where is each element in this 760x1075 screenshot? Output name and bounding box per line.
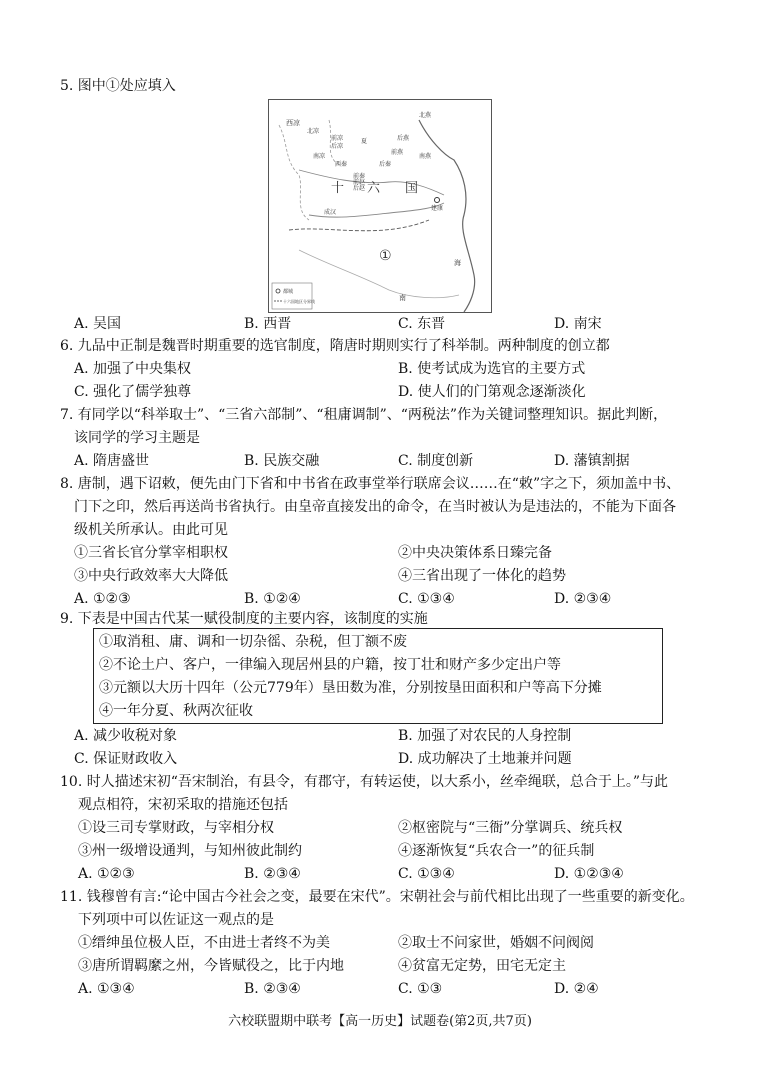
q8-stem-line1: 8. 唐制，遇下诏敕，便先由门下省和中书省在政事堂举行联席会议……在“敕”字之下，须加盖中书、 bbox=[60, 476, 681, 492]
q9-option-c[interactable]: C. 保证财政收入 bbox=[74, 751, 178, 767]
history-map bbox=[268, 99, 492, 313]
q10-item-4: ④逐渐恢复“兵农合一”的征兵制 bbox=[398, 843, 595, 859]
q11-stem-line1: 11. 钱穆曾有言:“论中国古今社会之变，最要在宋代”。宋朝社会与前代相比出现了一些重要的新变化。 bbox=[60, 889, 694, 905]
q8-option-b[interactable]: B. ①②④ bbox=[244, 591, 301, 607]
q9-table-row-3: ③元额以大历十四年（公元779年）垦田数为准，分别按垦田面积和户等高下分摊 bbox=[99, 680, 602, 696]
map-label: 北凉 bbox=[307, 128, 320, 135]
q9-table-row-1: ①取消租、庸、调和一切杂徭、杂税，但丁额不废 bbox=[99, 634, 407, 650]
north-south-boundary bbox=[289, 220, 429, 231]
q6-option-b[interactable]: B. 使考试成为选官的主要方式 bbox=[398, 361, 586, 377]
q11-item-4: ④贫富无定势，田宅无定主 bbox=[398, 958, 566, 974]
map-label: 前秦 bbox=[353, 173, 366, 180]
q11-item-1: ①缙绅虽位极人臣，不由进士者终不为美 bbox=[78, 935, 330, 951]
coastline bbox=[419, 120, 475, 312]
q8-option-d[interactable]: D. ②③④ bbox=[554, 591, 612, 607]
map-label: 前燕 bbox=[391, 149, 404, 156]
q7-stem-line1: 7. 有同学以“科举取士”、“三省六部制”、“租庸调制”、“两税法”作为关键词整理知识。据此判断， bbox=[60, 407, 668, 423]
q5-option-c[interactable]: C. 东晋 bbox=[398, 316, 446, 332]
q11-stem-line2: 下列项中可以佐证这一观点的是 bbox=[78, 912, 274, 928]
q8-stem-line3: 级机关所承认。由此可见 bbox=[74, 522, 228, 538]
q7-stem-line2: 该同学的学习主题是 bbox=[74, 430, 200, 446]
q11-item-2: ②取士不问家世，婚姻不问阀阅 bbox=[398, 935, 594, 951]
q11-option-c[interactable]: C. ①③ bbox=[398, 981, 443, 997]
q11-option-a[interactable]: A. ①③④ bbox=[78, 981, 135, 997]
q11-option-b[interactable]: B. ②③④ bbox=[244, 981, 301, 997]
q7-option-d[interactable]: D. 藩镇割据 bbox=[554, 453, 630, 469]
page-footer: 六校联盟期中联考【高一历史】试题卷(第2页,共7页) bbox=[228, 1014, 532, 1029]
map-title-char: 六 bbox=[367, 181, 381, 196]
q10-option-a[interactable]: A. ①②③ bbox=[78, 866, 135, 882]
q6-option-d[interactable]: D. 使人们的门第观念逐渐淡化 bbox=[398, 384, 586, 400]
map-svg bbox=[269, 100, 491, 312]
q6-option-c[interactable]: C. 强化了儒学独尊 bbox=[74, 384, 192, 400]
q10-item-2: ②枢密院与“三衙”分掌调兵、统兵权 bbox=[398, 820, 623, 836]
q10-option-b[interactable]: B. ②③④ bbox=[244, 866, 301, 882]
q11-item-3: ③唐所谓羁縻之州，今皆赋役之，比于内地 bbox=[78, 958, 344, 974]
map-label: 后凉 bbox=[331, 143, 344, 150]
map-label: 前凉 bbox=[331, 135, 344, 142]
map-blank-marker: ① bbox=[379, 248, 392, 264]
q7-option-b[interactable]: B. 民族交融 bbox=[244, 453, 320, 469]
map-label: 西凉 bbox=[286, 119, 300, 127]
q5-option-b[interactable]: B. 西晋 bbox=[244, 316, 292, 332]
map-label: 后秦 bbox=[379, 161, 392, 168]
q9-option-d[interactable]: D. 成功解决了土地兼并问题 bbox=[398, 751, 572, 767]
q8-item-2: ②中央决策体系日臻完备 bbox=[398, 545, 552, 561]
boundary-line bbox=[279, 125, 309, 220]
map-label: 夏 bbox=[361, 138, 368, 145]
map-label: 南凉 bbox=[313, 153, 326, 160]
q10-option-c[interactable]: C. ①③④ bbox=[398, 866, 455, 882]
q9-table-row-4: ④一年分夏、秋两次征收 bbox=[99, 703, 253, 719]
map-legend bbox=[272, 283, 312, 309]
map-label: 成汉 bbox=[324, 209, 337, 216]
map-title-char: 国 bbox=[405, 181, 419, 196]
capital-marker bbox=[435, 198, 440, 203]
legend-capital-symbol bbox=[276, 289, 280, 293]
map-label: 前赵 bbox=[353, 179, 366, 186]
q10-item-3: ③州一级增设通判，与知州彼此制约 bbox=[78, 843, 302, 859]
q5-option-a[interactable]: A. 吴国 bbox=[74, 316, 122, 332]
map-label: 后燕 bbox=[397, 135, 410, 142]
map-label: 西秦 bbox=[335, 161, 348, 168]
q8-item-1: ①三省长官分掌宰相职权 bbox=[74, 545, 228, 561]
q5-stem: 5. 图中①处应填入 bbox=[60, 78, 176, 94]
map-label: 南燕 bbox=[419, 153, 432, 160]
q9-option-b[interactable]: B. 加强了对农民的人身控制 bbox=[398, 728, 572, 744]
map-label: 建康 bbox=[431, 205, 444, 212]
q10-stem-line2: 观点相符，宋初采取的措施还包括 bbox=[78, 797, 288, 813]
legend-label: 都城 bbox=[283, 289, 294, 295]
q8-option-c[interactable]: C. ①③④ bbox=[398, 591, 455, 607]
q8-option-a[interactable]: A. ①②③ bbox=[74, 591, 131, 607]
q6-stem: 6. 九品中正制是魏晋时期重要的选官制度，隋唐时期则实行了科举制。两种制度的创立都 bbox=[60, 338, 610, 354]
legend-label: 十六国地区分界线 bbox=[283, 299, 315, 304]
q11-option-d[interactable]: D. ②④ bbox=[554, 981, 599, 997]
q9-table-row-2: ②不论土户、客户，一律编入现居州县的户籍，按丁壮和财产多少定出户等 bbox=[99, 657, 561, 673]
q8-item-4: ④三省出现了一体化的趋势 bbox=[398, 568, 566, 584]
q7-option-a[interactable]: A. 隋唐盛世 bbox=[74, 453, 150, 469]
q7-option-c[interactable]: C. 制度创新 bbox=[398, 453, 474, 469]
q6-option-a[interactable]: A. 加强了中央集权 bbox=[74, 361, 192, 377]
q9-stem: 9. 下表是中国古代某一赋役制度的主要内容，该制度的实施 bbox=[60, 611, 428, 627]
q8-stem-line2: 门下之印，然后再送尚书省执行。由皇帝直接发出的命令，在当时被认为是违法的，不能为下面各 bbox=[74, 499, 676, 515]
map-title-char: 十 bbox=[331, 181, 345, 196]
map-label: 北燕 bbox=[419, 112, 432, 119]
q9-option-a[interactable]: A. 减少收税对象 bbox=[74, 728, 178, 744]
map-label: 海 bbox=[454, 259, 461, 267]
q10-stem-line1: 10. 时人描述宋初“吾宋制治，有县令，有郡守，有转运使，以大系小，丝牵绳联，总合于上。”与此 bbox=[60, 774, 669, 790]
map-label: 南 bbox=[399, 294, 406, 302]
map-label: 后赵 bbox=[353, 185, 366, 192]
q10-item-1: ①设三司专掌财政，与宰相分权 bbox=[78, 820, 274, 836]
q8-item-3: ③中央行政效率大大降低 bbox=[74, 568, 228, 584]
q5-option-d[interactable]: D. 南宋 bbox=[554, 316, 602, 332]
q10-option-d[interactable]: D. ①②③④ bbox=[554, 866, 624, 882]
